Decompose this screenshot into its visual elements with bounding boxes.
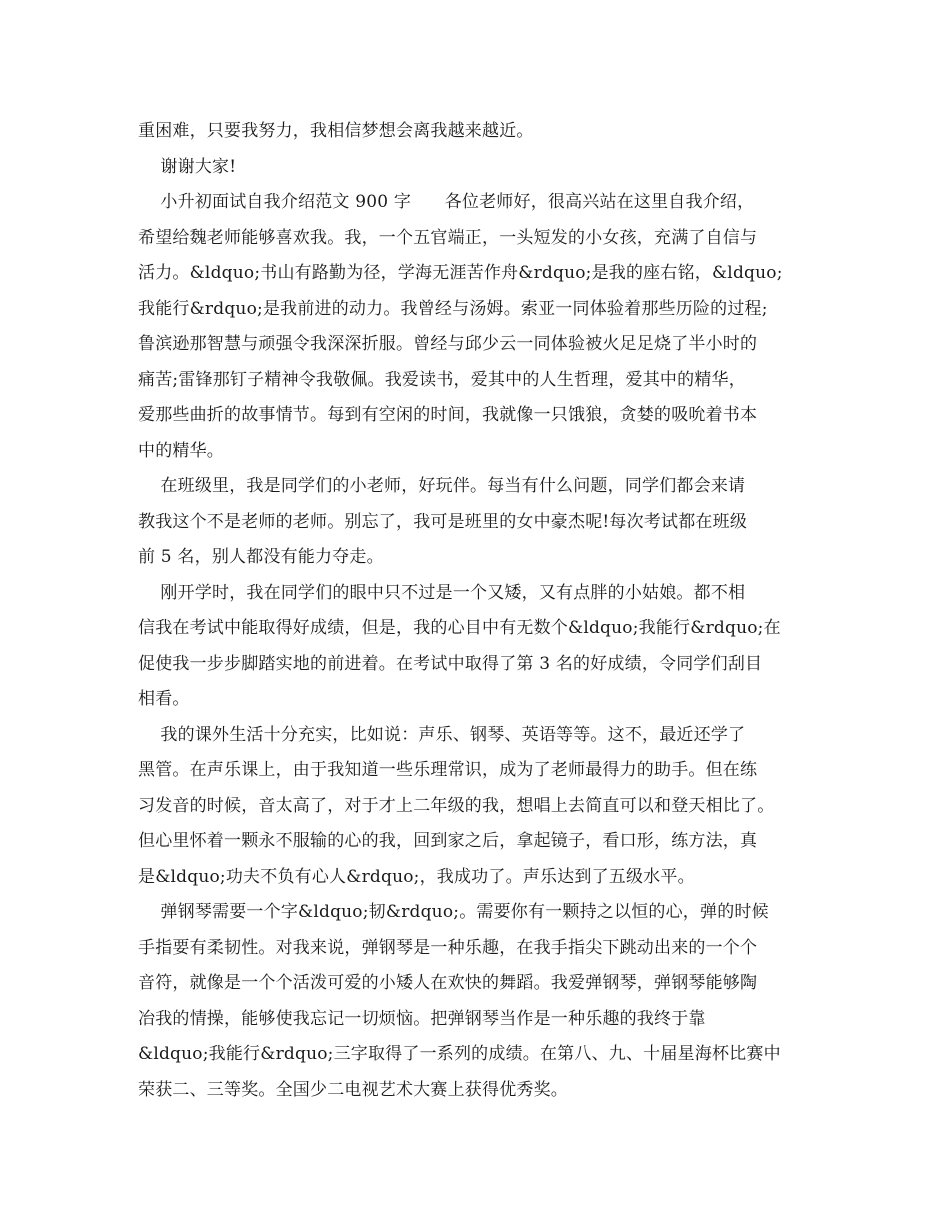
text-line: 在班级里，我是同学们的小老师，好玩伴。每当有什么问题，同学们都会来请 (138, 476, 746, 496)
text-line: 刚开学时，我在同学们的眼中只不过是一个又矮，又有点胖的小姑娘。都不相 (138, 582, 746, 603)
text-line: 重困难，只要我努力，我相信梦想会离我越来越近。 (138, 121, 534, 141)
text-line: 我的课外生活十分充实，比如说：声乐、钢琴、英语等等。这不，最近还学了 (138, 724, 746, 745)
text-line: 荣获二、三等奖。全国少二电视艺术大赛上获得优秀奖。 (138, 1079, 568, 1100)
text-line: 爱那些曲折的故事情节。每到有空闲的时间，我就像一只饿狼，贪婪的吸吮着书本 (138, 405, 758, 425)
text-line: 活力。&ldquo;书山有路勤为径，学海无涯苦作舟&rdquo;是我的座右铭，&ldquo; (138, 263, 783, 283)
document-body (138, 114, 818, 1108)
text-line: 相看。 (138, 689, 190, 709)
text-line: 希望给魏老师能够喜欢我。我，一个五官端正，一头短发的小女孩，充满了自信与 (138, 227, 758, 248)
text-line: 谢谢大家! (138, 156, 237, 177)
text-line: 我能行&rdquo;是我前进的动力。我曾经与汤姆。索亚一同体验着那些历险的过程; (138, 298, 768, 319)
text-line: 鲁滨逊那智慧与顽强令我深深折服。曾经与邱少云一同体验被火足足烧了半小时的 (138, 334, 758, 354)
text-line: 黑管。在声乐课上，由于我知道一些乐理常识，成为了老师最得力的助手。但在练 (138, 760, 758, 780)
text-line: 弹钢琴需要一个字&ldquo;韧&rdquo;。需要你有一颗持之以恒的心，弹的时候 (138, 902, 769, 922)
text-line: 痛苦;雷锋那钉子精神令我敬佩。我爱读书，爱其中的人生哲理，爱其中的精华， (138, 369, 746, 390)
text-line: 手指要有柔韧性。对我来说，弹钢琴是一种乐趣，在我手指尖下跳动出来的一个个 (138, 937, 758, 958)
text-line: 中的精华。 (138, 440, 224, 461)
text-line: &ldquo;我能行&rdquo;三字取得了一系列的成绩。在第八、九、十届星海杯比赛中 (138, 1044, 781, 1064)
text-line: 小升初面试自我介绍范文 900 字 各位老师好，很高兴站在这里自我介绍， (138, 192, 755, 212)
text-line: 教我这个不是老师的老师。别忘了，我可是班里的女中豪杰呢!每次考试都在班级 (138, 511, 748, 532)
text-line: 前 5 名，别人都没有能力夺走。 (138, 547, 384, 567)
text-line: 音符，就像是一个个活泼可爱的小矮人在欢快的舞蹈。我爱弹钢琴，弹钢琴能够陶 (138, 973, 758, 993)
text-line: 是&ldquo;功夫不负有心人&rdquo;，我成功了。声乐达到了五级水平。 (138, 866, 695, 887)
text-line: 促使我一步步脚踏实地的前进着。在考试中取得了第 3 名的好成绩，令同学们刮目 (138, 653, 763, 674)
text-line: 但心里怀着一颗永不服输的心的我，回到家之后，拿起镜子，看口形，练方法，真 (138, 831, 758, 851)
text-line: 信我在考试中能取得好成绩，但是，我的心目中有无数个&ldquo;我能行&rdquo;在 (138, 618, 781, 638)
text-line: 冶我的情操，能够使我忘记一切烦恼。把弹钢琴当作是一种乐趣的我终于靠 (138, 1008, 706, 1029)
text-line: 习发音的时候，音太高了，对于才上二年级的我，想唱上去简直可以和登天相比了。 (138, 795, 775, 816)
